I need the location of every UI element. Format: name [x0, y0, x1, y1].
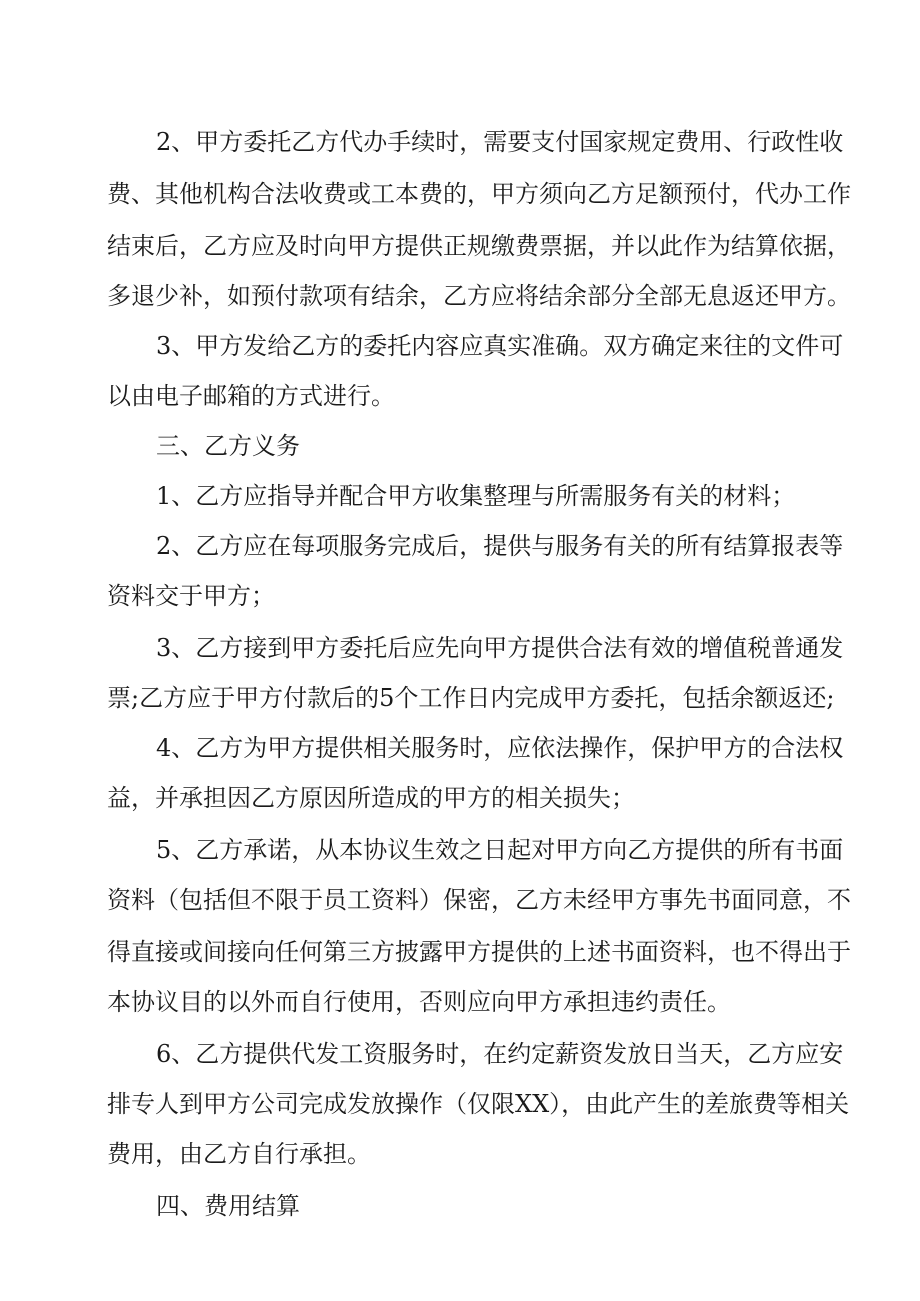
para-2-line-2: 费、其他机构合法收费或工本费的，甲方须向乙方足额预付，代办工作	[107, 180, 851, 208]
item-3-line-2: 票;乙方应于甲方付款后的5个工作日内完成甲方委托，包括余额返还;	[107, 684, 835, 712]
para-2-line-1: 2、甲方委托乙方代办手续时，需要支付国家规定费用、行政性收	[156, 128, 844, 156]
item-5-line-3: 得直接或间接向任何第三方披露甲方提供的上述书面资料，也不得出于	[107, 938, 851, 966]
para-3-line-1: 3、甲方发给乙方的委托内容应真实准确。双方确定来往的文件可	[156, 332, 844, 360]
para-2-line-4: 多退少补，如预付款项有结余，乙方应将结余部分全部无息返还甲方。	[107, 282, 851, 310]
section-heading-obligations: 三、乙方义务	[156, 432, 300, 460]
item-6-line-3: 费用，由乙方自行承担。	[107, 1140, 371, 1168]
item-3-line-1: 3、乙方接到甲方委托后应先向甲方提供合法有效的增值税普通发	[156, 634, 844, 662]
item-4-line-2: 益，并承担因乙方原因所造成的甲方的相关损失；	[107, 784, 635, 812]
item-1-line-1: 1、乙方应指导并配合甲方收集整理与所需服务有关的材料；	[156, 482, 796, 510]
item-5-line-4: 本协议目的以外而自行使用，否则应向甲方承担违约责任。	[107, 988, 731, 1016]
item-4-line-1: 4、乙方为甲方提供相关服务时，应依法操作，保护甲方的合法权	[156, 734, 844, 762]
para-2-line-3: 结束后，乙方应及时向甲方提供正规缴费票据，并以此作为结算依据，	[107, 232, 851, 260]
item-6-line-2: 排专人到甲方公司完成发放操作（仅限XX），由此产生的差旅费等相关	[107, 1090, 850, 1118]
para-3-line-2: 以由电子邮箱的方式进行。	[107, 382, 395, 410]
item-2-line-2: 资料交于甲方；	[107, 582, 275, 610]
section-heading-fee-settlement: 四、费用结算	[156, 1192, 300, 1220]
item-2-line-1: 2、乙方应在每项服务完成后，提供与服务有关的所有结算报表等	[156, 532, 844, 560]
item-6-line-1: 6、乙方提供代发工资服务时，在约定薪资发放日当天，乙方应安	[156, 1040, 844, 1068]
item-5-line-1: 5、乙方承诺，从本协议生效之日起对甲方向乙方提供的所有书面	[156, 836, 844, 864]
item-5-line-2: 资料（包括但不限于员工资料）保密，乙方未经甲方事先书面同意，不	[107, 886, 851, 914]
